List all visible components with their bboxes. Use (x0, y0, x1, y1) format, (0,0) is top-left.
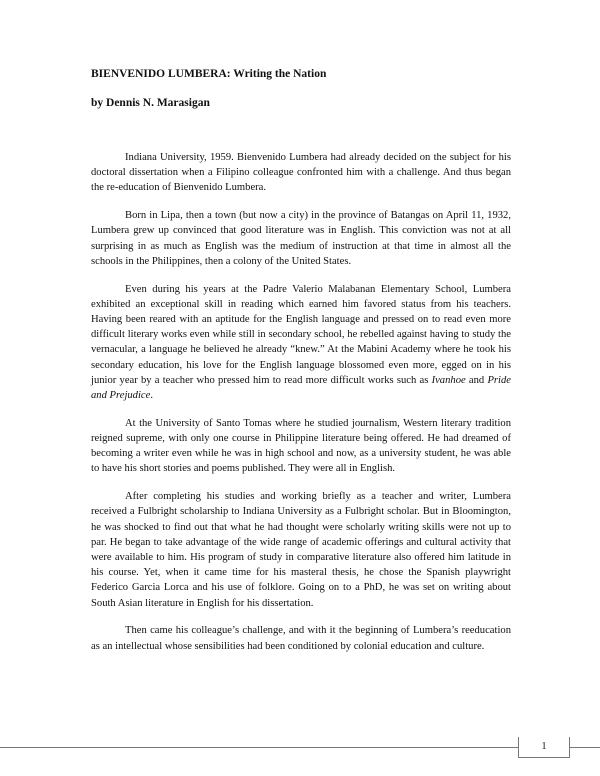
document-title: BIENVENIDO LUMBERA: Writing the Nation (91, 68, 327, 80)
article-body (91, 150, 511, 666)
footer-rule (0, 747, 600, 748)
paragraph-1: Indiana University, 1959. Bienvenido Lumbera had already decided on the subject for his doctoral dissertation when a Filipino colleague confronted him with a challenge. And thus began the re-education of Bienvenido Lumbera. (91, 152, 511, 194)
paragraph-3-end: . (150, 390, 153, 402)
page-number: 1 (518, 737, 570, 758)
book-title-pride-and-prejudice: Pride and Prejudice (91, 374, 511, 402)
paragraph-3 (91, 282, 511, 404)
paragraph-3-text: Even during his years at the Padre Valerio Malabanan Elementary School, Lumbera exhibited an exceptional skill in reading which earned him favored status from his teachers. Having been reared with an aptitude for the English language and pressed on to read even more difficult literary works even while still in secondary school, he rebelled against having to study the vernacular, a language he believed he already “knew.” At the Mabini Academy where he took his secondary education, his love for the English language blossomed even more, egged on in his junior year by a teacher who pressed him to read more difficult works such as (91, 283, 511, 386)
conjunction: and (465, 374, 488, 386)
book-title-ivanhoe: Ivanhoe (431, 374, 466, 386)
paragraph-4: At the University of Santo Tomas where he studied journalism, Western literary tradition reigned supreme, with only one course in Philippine literature being offered. He had dreamed of becoming a writer even while he was in high school and now, as a university student, he was able to have his short stories and poems published. They were all in English. (91, 417, 511, 475)
paragraph-2: Born in Lipa, then a town (but now a city) in the province of Batangas on April 11, 1932, Lumbera grew up convinced that good literature was in English. This conviction was not at all surprising in as much as English was the medium of instruction at that time in almost all the schools in the Philippines, then a colony of the United States. (91, 210, 511, 267)
paragraph-5: After completing his studies and working briefly as a teacher and writer, Lumbera received a Fulbright scholarship to Indiana University as a Fulbright scholar. But in Bloomington, he was shocked to find out that what he had thought were scholarly writing skills were not up to par. He began to take advantage of the wide range of academic offerings and cultural activity that were available to him. His program of study in comparative literature also offered him latitude in his course. Yet, when it came time for his masteral thesis, he chose the Spanish playwright Federico Garcia Lorca and his use of folklore. Going on to a PhD, he was set on writing about South Asian literature in English for his dissertation. (91, 491, 511, 609)
paragraph-6: Then came his colleague’s challenge, and with it the beginning of Lumbera’s reeducation as an intellectual whose sensibilities had been conditioned by colonial education and culture. (91, 625, 511, 652)
author-byline: by Dennis N. Marasigan (91, 97, 210, 109)
